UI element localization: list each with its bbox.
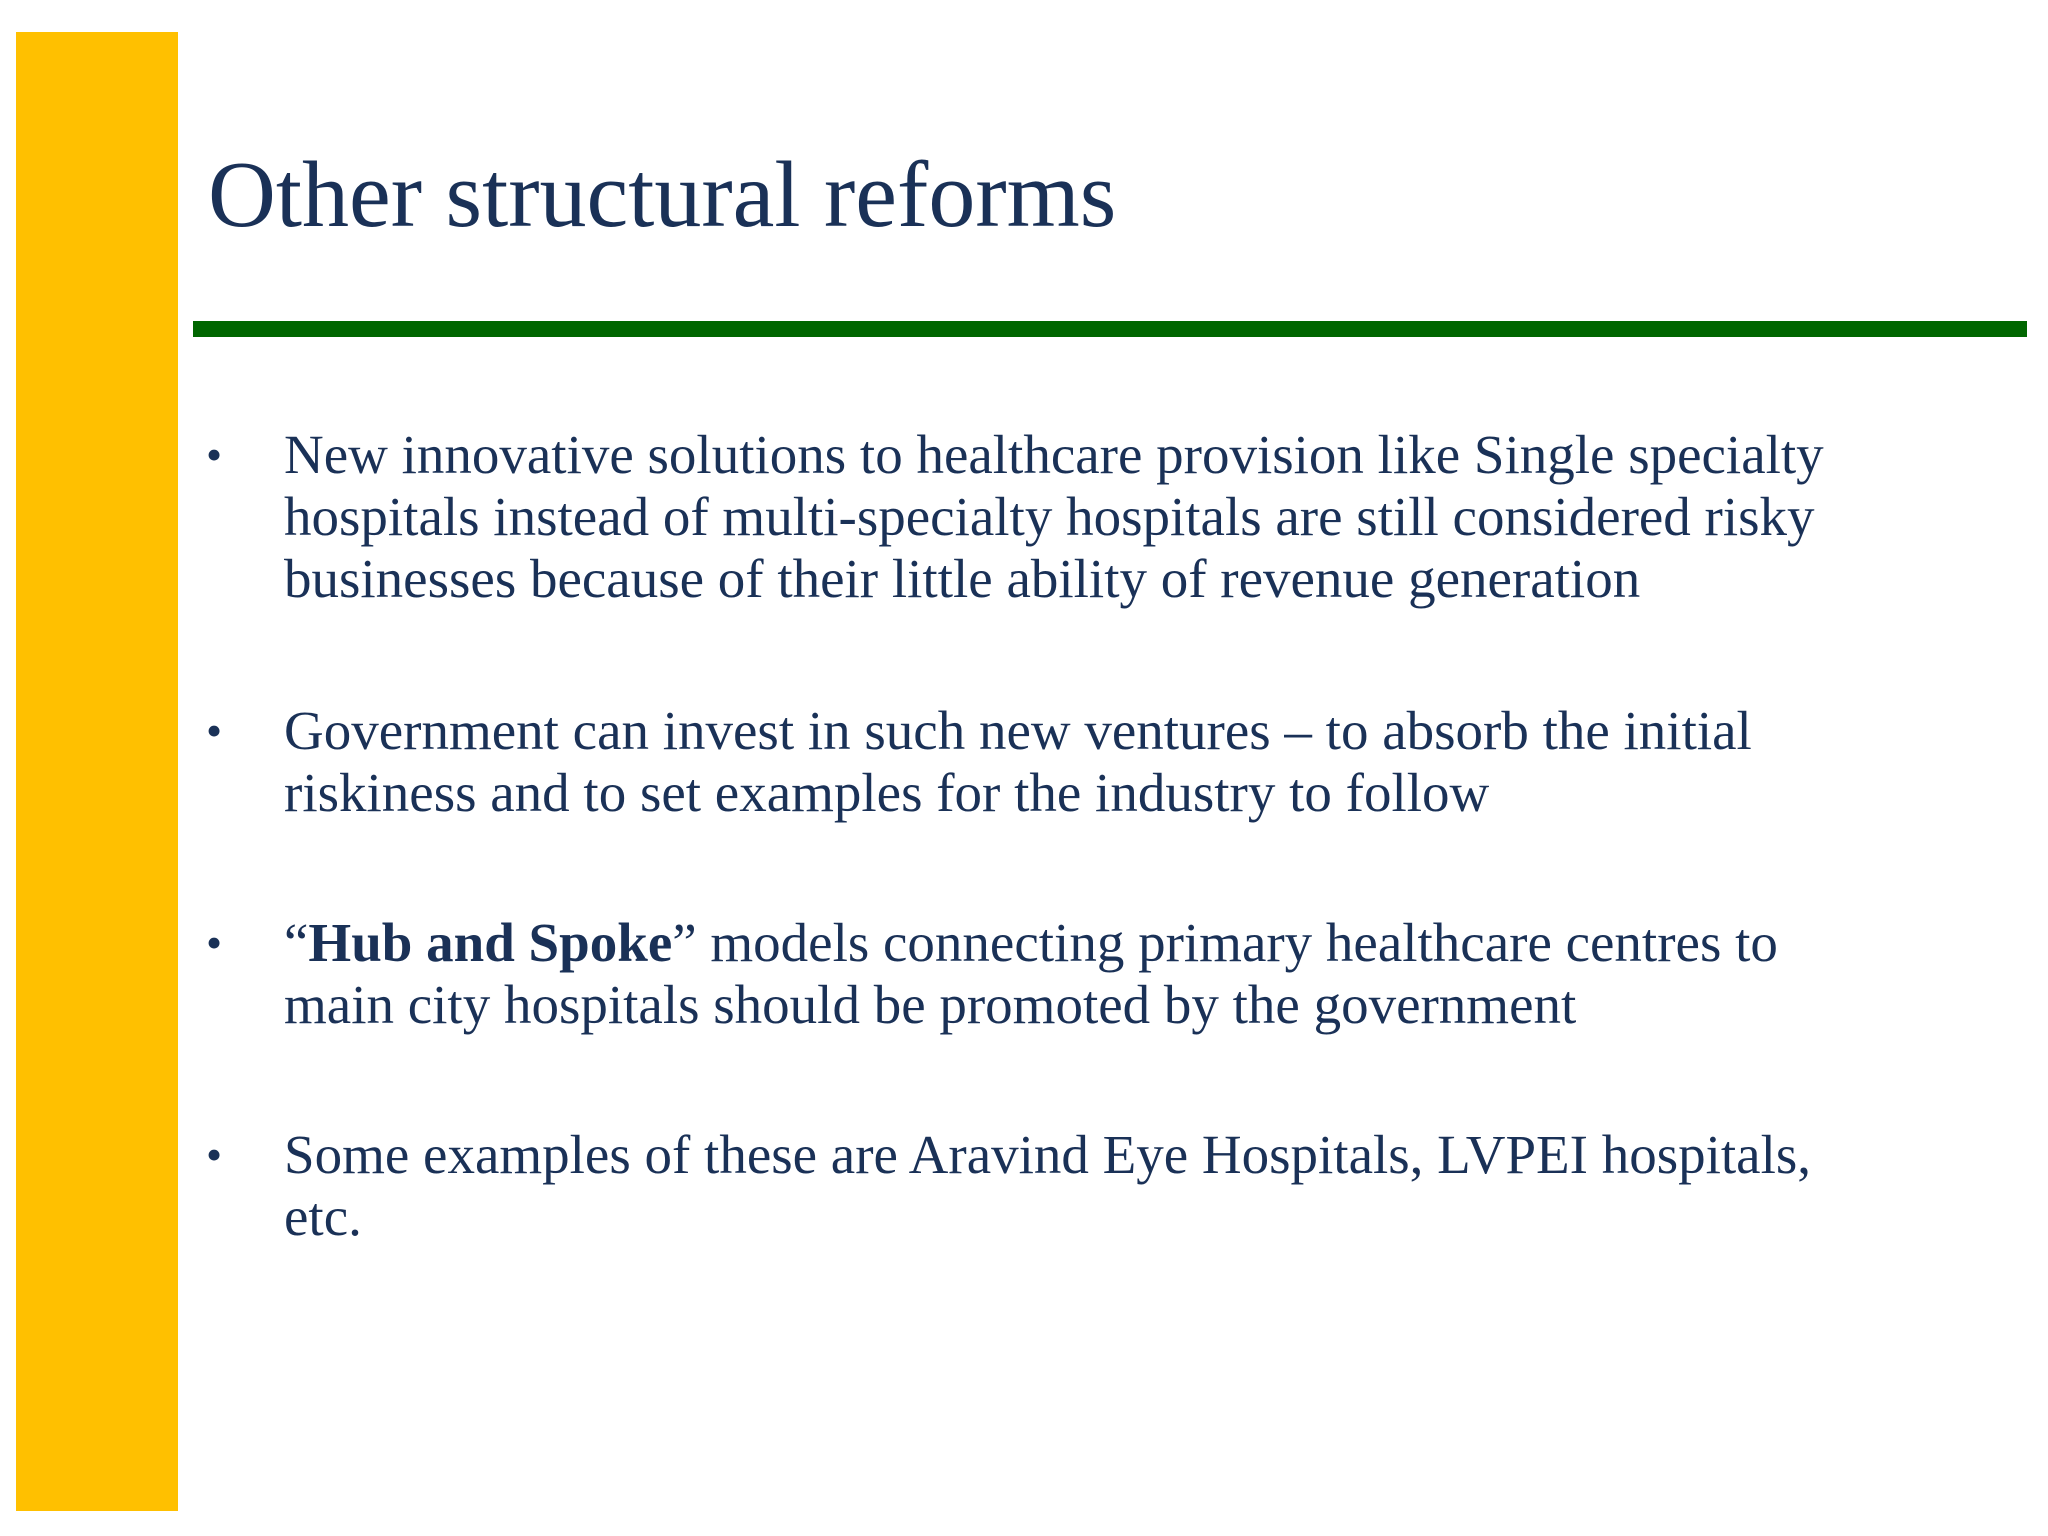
bullet-line: Some examples of these are Aravind Eye Hospitals, LVPEI hospitals, [284,1124,1812,1185]
open-quote: “ [284,912,309,973]
bullet-dot-icon: • [206,429,223,480]
bullet-dot-icon: • [206,1129,223,1180]
sidebar-accent-bar [16,32,178,1511]
bullet-line: Government can invest in such new ventures – to absorb the initial [284,700,1752,761]
bullet-text [284,700,1924,824]
bullet-dot-icon: • [206,705,223,756]
bullet-line-rest: ” models connecting primary healthcare centres to [672,912,1778,973]
bullet-text [284,912,1924,1036]
bullet-text [284,424,1924,610]
title-divider [193,321,2027,337]
bullet-line: businesses because of their little ability of revenue generation [284,548,1641,609]
bullet-line: riskiness and to set examples for the industry to follow [284,762,1490,823]
bullet-line [284,912,1924,974]
bullet-line: New innovative solutions to healthcare provision like Single specialty [284,424,1824,485]
bullet-line: main city hospitals should be promoted by the government [284,974,1577,1035]
bullet-dot-icon: • [206,917,223,968]
bullet-line: hospitals instead of multi-specialty hospitals are still considered risky [284,486,1815,547]
bullet-line: etc. [284,1186,362,1247]
bullet-text [284,1124,1924,1248]
slide-title: Other structural reforms [208,143,1117,247]
hub-and-spoke-emphasis: Hub and Spoke [308,912,673,973]
